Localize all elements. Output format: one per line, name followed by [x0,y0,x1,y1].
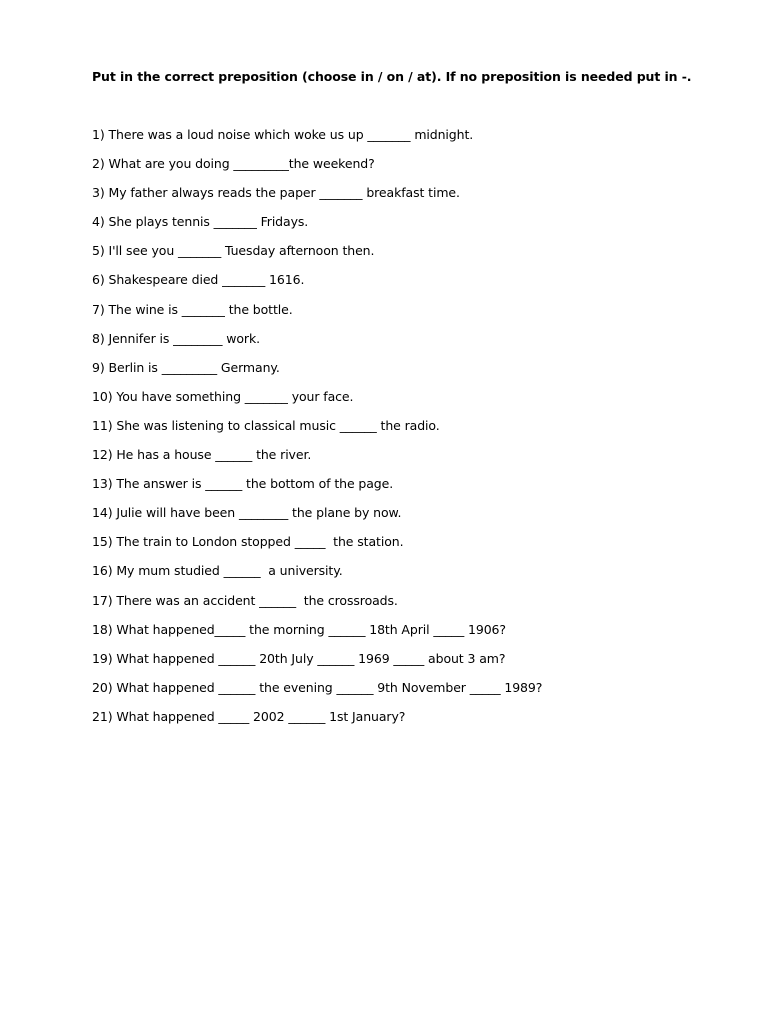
question-item-20: 20) What happened ______ the evening ______ 9th November _____ 1989? [92,679,543,695]
question-item-18: 18) What happened_____ the morning ______ 18th April _____ 1906? [92,621,506,637]
question-item-5: 5) I'll see you _______ Tuesday afternoon then. [92,243,375,259]
question-item-21: 21) What happened _____ 2002 ______ 1st January? [92,708,406,724]
question-item-7: 7) The wine is _______ the bottle. [92,301,293,317]
question-item-11: 11) She was listening to classical music ______ the radio. [92,417,440,433]
question-item-12: 12) He has a house ______ the river. [92,447,312,463]
instruction-text: Put in the correct preposition (choose in / on / at). If no preposition is needed put in -. [92,69,692,84]
question-item-4: 4) She plays tennis _______ Fridays. [92,214,309,230]
question-item-19: 19) What happened ______ 20th July ______ 1969 _____ about 3 am? [92,650,506,666]
question-item-17: 17) There was an accident ______ the crossroads. [92,592,398,608]
question-item-1: 1) There was a loud noise which woke us up _______ midnight. [92,127,474,142]
question-item-14: 14) Julie will have been ________ the plane by now. [92,505,402,521]
question-list [92,127,542,738]
question-item-16: 16) My mum studied ______ a university. [92,563,343,579]
question-item-8: 8) Jennifer is ________ work. [92,330,260,346]
question-item-15: 15) The train to London stopped _____ the station. [92,534,404,550]
question-item-2: 2) What are you doing _________the weekend? [92,156,375,172]
question-item-6: 6) Shakespeare died _______ 1616. [92,272,305,288]
question-item-9: 9) Berlin is _________ Germany. [92,359,280,375]
question-item-13: 13) The answer is ______ the bottom of the page. [92,476,394,492]
question-item-3: 3) My father always reads the paper _______ breakfast time. [92,185,460,201]
question-item-10: 10) You have something _______ your face. [92,388,354,404]
